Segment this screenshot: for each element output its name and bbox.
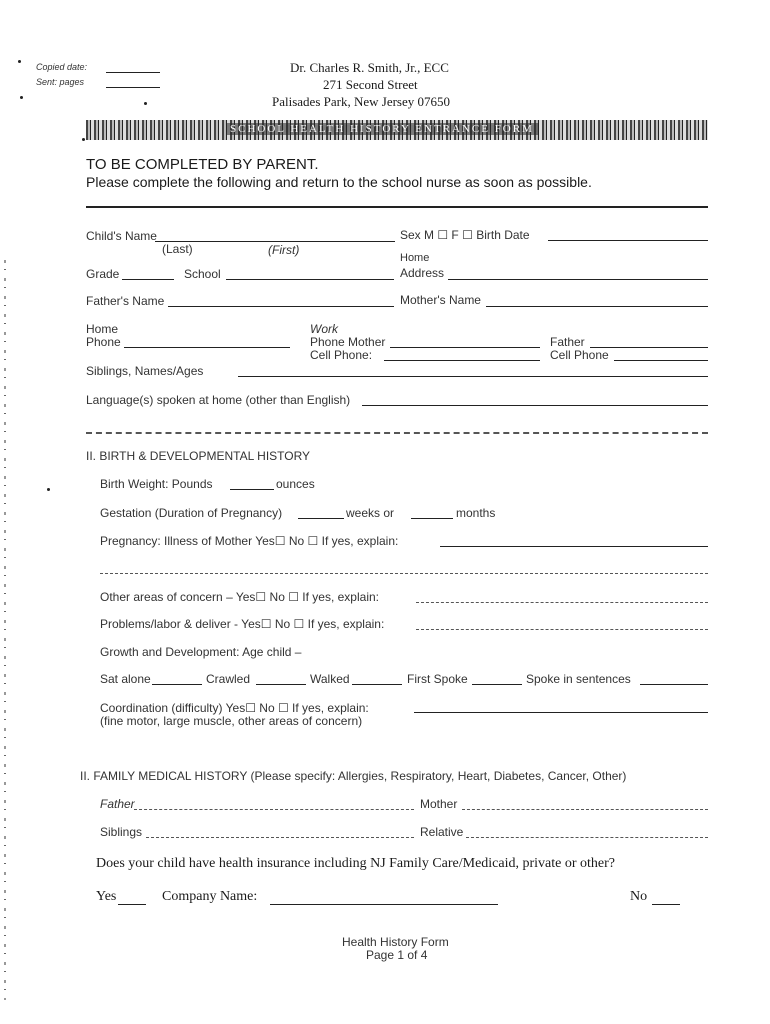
footer-form-name: Health History Form	[342, 935, 449, 949]
sex-birthdate-label: Sex M ☐ F ☐ Birth Date	[400, 228, 530, 242]
last-name-hint: (Last)	[162, 242, 193, 256]
company-name-label: Company Name:	[162, 889, 258, 904]
crawled-label: Crawled	[206, 672, 251, 686]
family-mother-label: Mother	[420, 797, 458, 811]
spoke-sentences-field[interactable]	[640, 684, 708, 685]
school-field[interactable]	[226, 279, 394, 280]
growth-label: Growth and Development: Age child –	[100, 645, 302, 659]
insurance-no-label: No	[630, 889, 648, 904]
language-field[interactable]	[362, 405, 708, 406]
insurance-no-field[interactable]	[652, 904, 680, 905]
address-label: Address	[400, 266, 445, 280]
insurance-question: Does your child have health insurance including NJ Family Care/Medicaid, private or other?	[96, 856, 616, 871]
family-siblings-field[interactable]	[146, 837, 414, 838]
birth-date-field[interactable]	[548, 240, 708, 241]
scan-speck	[47, 488, 50, 491]
insurance-yes-label: Yes	[96, 889, 117, 904]
gestation-label: Gestation (Duration of Pregnancy)	[100, 506, 283, 520]
divider	[86, 206, 708, 208]
cell-phone-mother-label: Cell Phone:	[310, 348, 373, 362]
walked-field[interactable]	[352, 684, 402, 685]
form-title-banner-text: SCHOOL HEALTH HISTORY ENTRANCE FORM	[226, 123, 538, 135]
scan-speck	[20, 96, 23, 99]
gestation-weeks-field[interactable]	[298, 518, 344, 519]
other-concerns-field[interactable]	[416, 602, 708, 603]
doctor-city: Palisades Park, New Jersey 07650	[272, 94, 450, 109]
pregnancy-explain-field[interactable]	[440, 546, 708, 547]
ounces-label: ounces	[276, 477, 315, 491]
intro-title: TO BE COMPLETED BY PARENT.	[86, 156, 319, 173]
first-spoke-label: First Spoke	[407, 672, 468, 686]
grade-field[interactable]	[122, 279, 174, 280]
scan-speck	[82, 138, 85, 141]
home-phone-label-2: Phone	[86, 335, 121, 349]
coordination-label: Coordination (difficulty) Yes☐ No ☐ If yes, explain:	[100, 701, 369, 715]
birth-weight-pounds-field[interactable]	[230, 489, 274, 490]
mother-name-field[interactable]	[486, 306, 708, 307]
sat-alone-field[interactable]	[152, 684, 202, 685]
cell-phone-father-field[interactable]	[614, 360, 708, 361]
intro-subtitle: Please complete the following and return to the school nurse as soon as possible.	[86, 174, 592, 190]
pregnancy-explain-field-2[interactable]	[100, 573, 708, 574]
first-name-hint: (First)	[268, 243, 300, 257]
labor-problems-label: Problems/labor & deliver - Yes☐ No ☐ If yes, explain:	[100, 617, 385, 631]
doctor-street: 271 Second Street	[323, 77, 418, 92]
coordination-explain-field[interactable]	[414, 712, 708, 713]
form-title-banner	[86, 120, 708, 140]
family-relative-label: Relative	[420, 825, 464, 839]
copied-date-label: Copied date:	[36, 62, 88, 72]
father-phone-label: Father	[550, 335, 585, 349]
divider	[86, 432, 708, 434]
child-name-label: Child's Name	[86, 229, 157, 243]
first-spoke-field[interactable]	[472, 684, 522, 685]
home-phone-field[interactable]	[124, 347, 290, 348]
work-phone-mother-field[interactable]	[390, 347, 540, 348]
work-label: Work	[310, 322, 338, 336]
weeks-or-label: weeks or	[346, 506, 395, 520]
pregnancy-label: Pregnancy: Illness of Mother Yes☐ No ☐ If yes, explain:	[100, 534, 399, 548]
work-phone-mother-label: Phone Mother	[310, 335, 386, 349]
family-father-label: Father	[100, 797, 135, 811]
doctor-name: Dr. Charles R. Smith, Jr., ECC	[290, 60, 449, 75]
scan-speck	[144, 102, 147, 105]
months-label: months	[456, 506, 496, 520]
labor-problems-field[interactable]	[416, 629, 708, 630]
cell-phone-mother-field[interactable]	[384, 360, 540, 361]
home-phone-label-1: Home	[86, 322, 119, 336]
home-label: Home	[400, 252, 430, 264]
birth-dev-heading: II. BIRTH & DEVELOPMENTAL HISTORY	[86, 449, 311, 463]
mother-name-label: Mother's Name	[400, 293, 481, 307]
siblings-field[interactable]	[238, 376, 708, 377]
birth-weight-label: Birth Weight: Pounds	[100, 477, 213, 491]
insurance-yes-field[interactable]	[118, 904, 146, 905]
sat-alone-label: Sat alone	[100, 672, 151, 686]
family-siblings-label: Siblings	[100, 825, 143, 839]
language-label: Language(s) spoken at home (other than English)	[86, 393, 351, 407]
family-history-heading: II. FAMILY MEDICAL HISTORY (Please specify: Allergies, Respiratory, Heart, Diabetes, Cancer, Other)	[80, 769, 627, 783]
grade-label: Grade	[86, 267, 120, 281]
siblings-label: Siblings, Names/Ages	[86, 364, 204, 378]
family-relative-field[interactable]	[466, 837, 708, 838]
scan-edge-artifact	[4, 260, 6, 1000]
other-concerns-label: Other areas of concern – Yes☐ No ☐ If yes, explain:	[100, 590, 379, 604]
spoke-sentences-label: Spoke in sentences	[526, 672, 631, 686]
address-field[interactable]	[448, 279, 708, 280]
scan-speck	[18, 60, 21, 63]
walked-label: Walked	[310, 672, 350, 686]
company-name-field[interactable]	[270, 904, 498, 905]
cell-phone-father-label: Cell Phone	[550, 348, 609, 362]
family-father-field[interactable]	[134, 809, 414, 810]
family-mother-field[interactable]	[462, 809, 708, 810]
coordination-note: (fine motor, large muscle, other areas of concern)	[100, 714, 363, 728]
father-name-label: Father's Name	[86, 294, 165, 308]
sent-pages-label: Sent: pages	[36, 77, 85, 87]
gestation-months-field[interactable]	[411, 518, 453, 519]
father-name-field[interactable]	[168, 306, 394, 307]
school-label: School	[184, 267, 221, 281]
crawled-field[interactable]	[256, 684, 306, 685]
footer-page-number: Page 1 of 4	[366, 948, 428, 962]
